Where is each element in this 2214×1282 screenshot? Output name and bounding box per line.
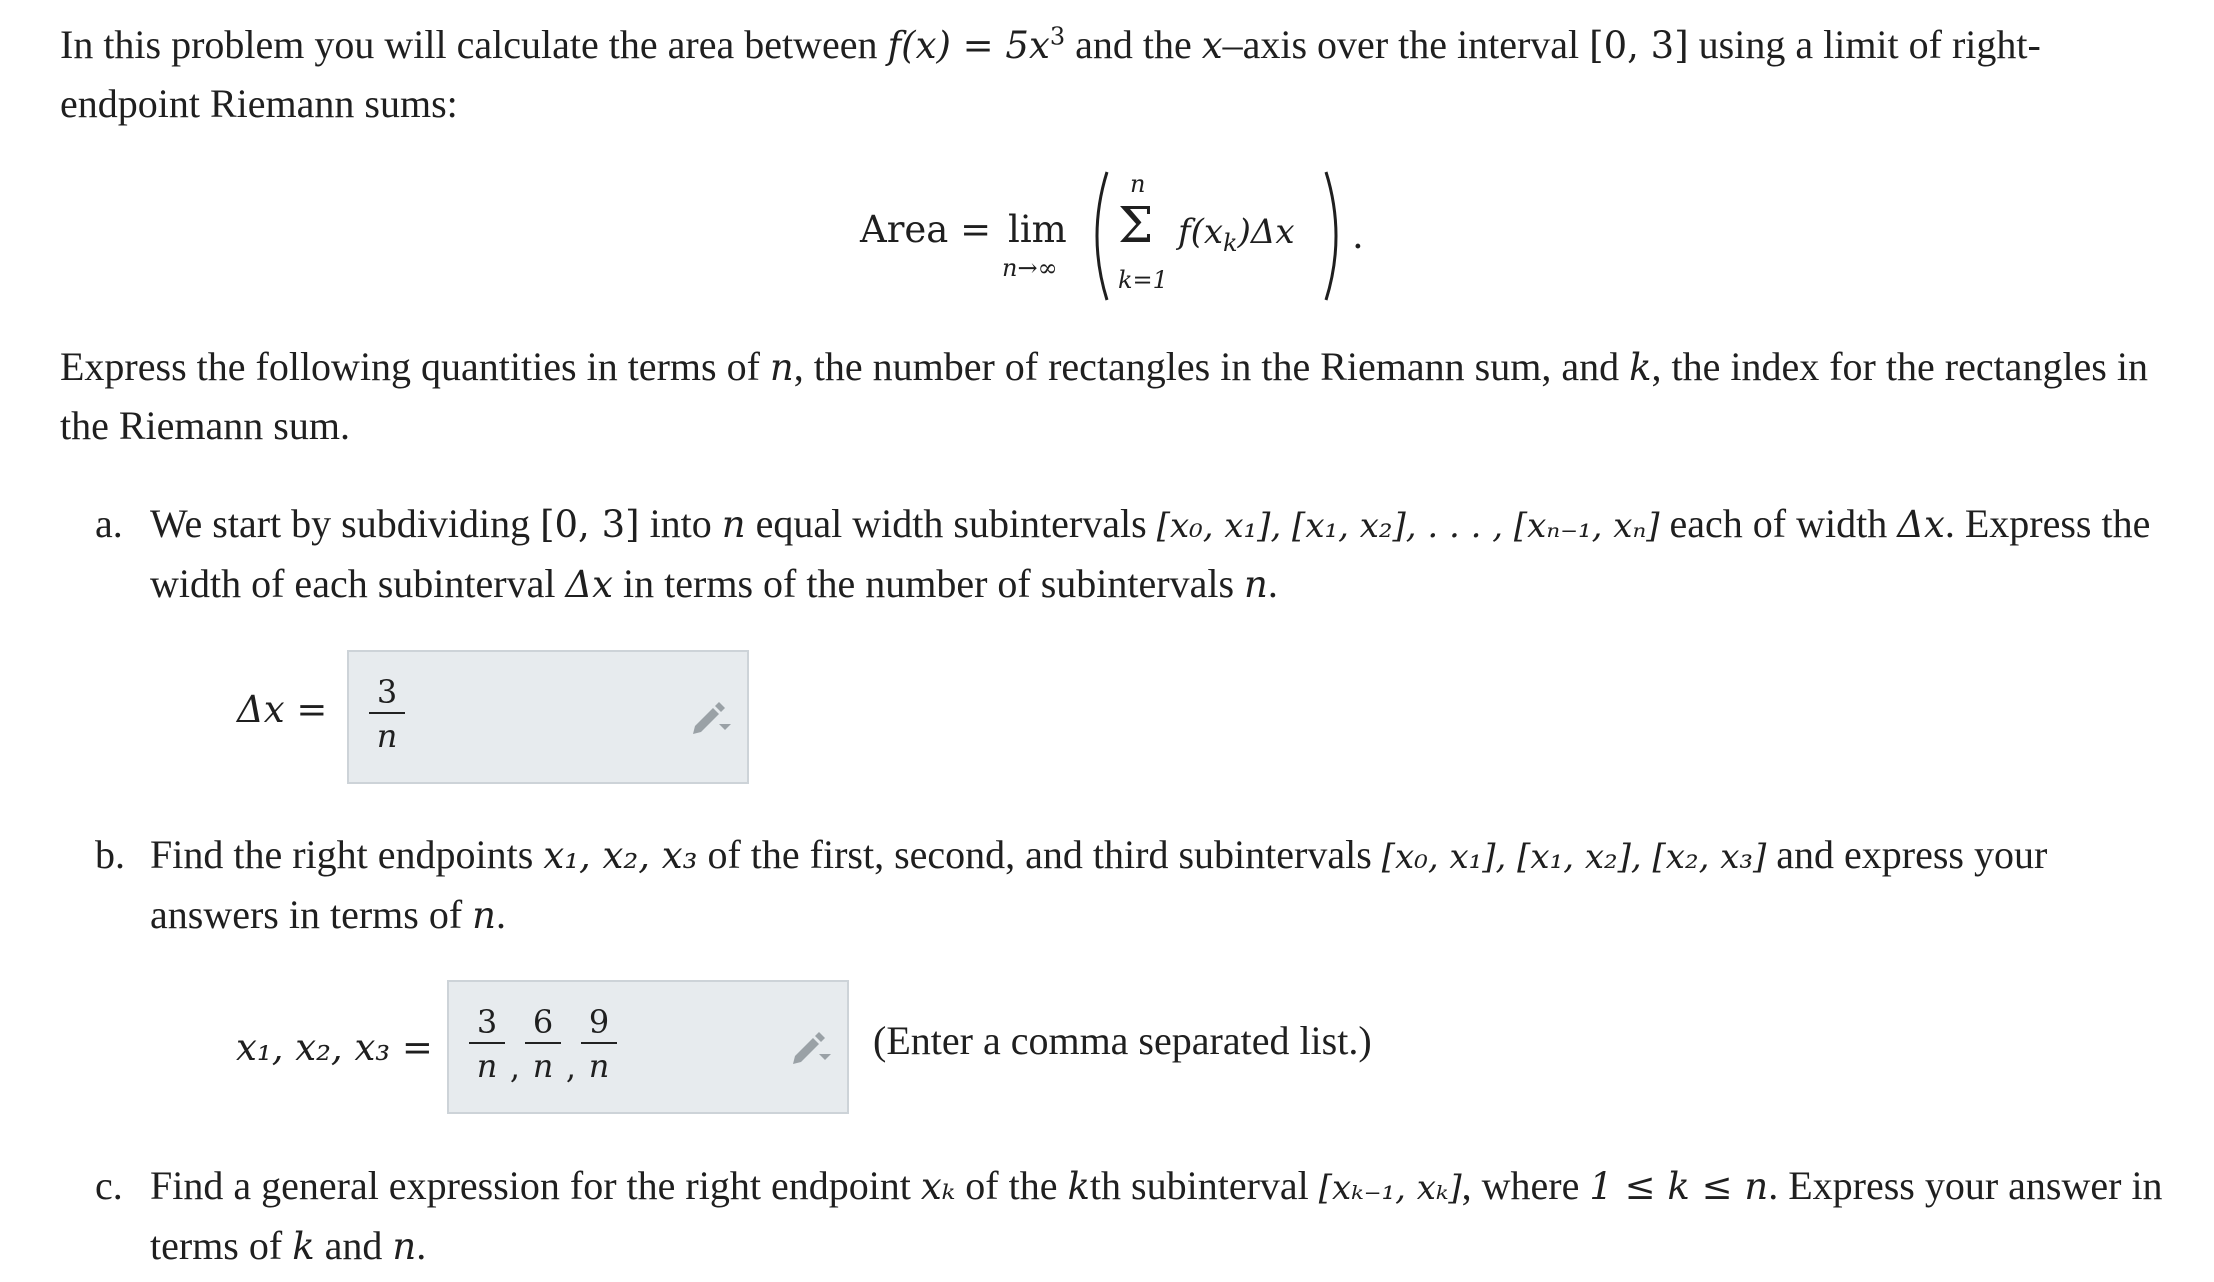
dx-answer-fraction	[369, 674, 405, 754]
intro-text-4: using a limit of right-endpoint Riemann sums:	[60, 22, 2041, 126]
endpoint-3-numerator: 9	[588, 1003, 610, 1041]
lim-subscript: n→∞	[1002, 254, 1058, 282]
fraction-bar	[525, 1042, 561, 1044]
fraction-bar	[469, 1042, 505, 1044]
endpoint-2-fraction	[525, 1004, 561, 1084]
dx-denominator: n	[376, 717, 398, 755]
intro-text-3: –axis over the interval	[1222, 22, 1590, 67]
endpoint-3-fraction	[581, 1004, 617, 1084]
sigma-symbol: Σ	[1118, 196, 1154, 254]
endpoint-1-fraction	[469, 1004, 505, 1084]
part-c-label: c.	[95, 1163, 123, 1208]
function-expression: $f(x) = 5x^3$	[887, 22, 1066, 67]
part-b-text: Find the right endpoints x₁, x₂, x₃ of the first, second, and third subintervals [x₀, x₁], [x₁, x₂], [x₂, x₃] and express your answers in terms of n.	[150, 832, 2048, 937]
sum-lower-limit: k=1	[1118, 266, 1168, 294]
dx-answer-field[interactable]	[347, 650, 749, 784]
express-text-3: , the index for the rectangles in the Riemann sum.	[60, 344, 2148, 448]
endpoint-2-denominator: n	[532, 1047, 554, 1085]
instructions-paragraph	[60, 338, 2170, 455]
endpoint-3-denominator: n	[588, 1047, 610, 1085]
n-variable: n	[769, 346, 794, 389]
part-b-label: b.	[95, 832, 125, 877]
endpoint-1-numerator: 3	[476, 1003, 498, 1041]
riemann-sum-formula	[860, 168, 1380, 308]
pencil-edit-icon[interactable]	[689, 700, 733, 734]
part-a-text: We start by subdividing [0, 3] into n equal width subintervals [x₀, x₁], [x₁, x₂], . . . , [xₙ₋₁, xₙ] each of width Δx. Express the width of each subinterval Δx in terms of the number of subintervals n.	[150, 501, 2151, 606]
k-variable: k	[1629, 346, 1652, 389]
express-text-2: , the number of rectangles in the Riemann sum, and	[793, 344, 1630, 389]
lim-operator: lim	[1008, 208, 1067, 251]
endpoints-answer-field[interactable]	[447, 980, 849, 1114]
endpoint-1-denominator: n	[476, 1047, 498, 1085]
area-label: Area =	[860, 208, 992, 251]
express-text-1: Express the following quantities in terms of	[60, 344, 770, 389]
comma-list-hint: (Enter a comma separated list.)	[873, 1018, 1372, 1063]
intro-paragraph	[60, 16, 2170, 133]
left-paren	[1085, 168, 1111, 304]
comma: ,	[565, 1048, 577, 1086]
fraction-bar	[581, 1042, 617, 1044]
part-a-label: a.	[95, 501, 123, 546]
formula-period: .	[1352, 214, 1364, 257]
summand: $f(x_k)\Delta x$	[1178, 212, 1295, 257]
endpoint-2-numerator: 6	[532, 1003, 554, 1041]
x-variable: x	[1201, 24, 1223, 67]
pencil-edit-icon[interactable]	[789, 1030, 833, 1064]
part-c-text: Find a general expression for the right endpoint xₖ of the kth subinterval [xₖ₋₁, xₖ], where 1 ≤ k ≤ n. Express your answer in terms of k and n.	[150, 1163, 2163, 1268]
intro-text-2: and the	[1065, 22, 1202, 67]
part-a	[95, 495, 2175, 614]
sum-upper-limit: n	[1130, 170, 1146, 198]
comma: ,	[509, 1048, 521, 1086]
endpoints-label: x₁, x₂, x₃ =	[236, 1026, 433, 1069]
fraction-bar	[369, 712, 405, 714]
dx-label: Δx =	[237, 688, 328, 731]
right-paren	[1322, 168, 1348, 304]
interval: [0, 3]	[1589, 24, 1689, 67]
intro-text-1: In this problem you will calculate the area between	[60, 22, 888, 67]
part-b	[95, 826, 2175, 945]
part-c	[95, 1157, 2175, 1276]
dx-numerator: 3	[376, 673, 398, 711]
